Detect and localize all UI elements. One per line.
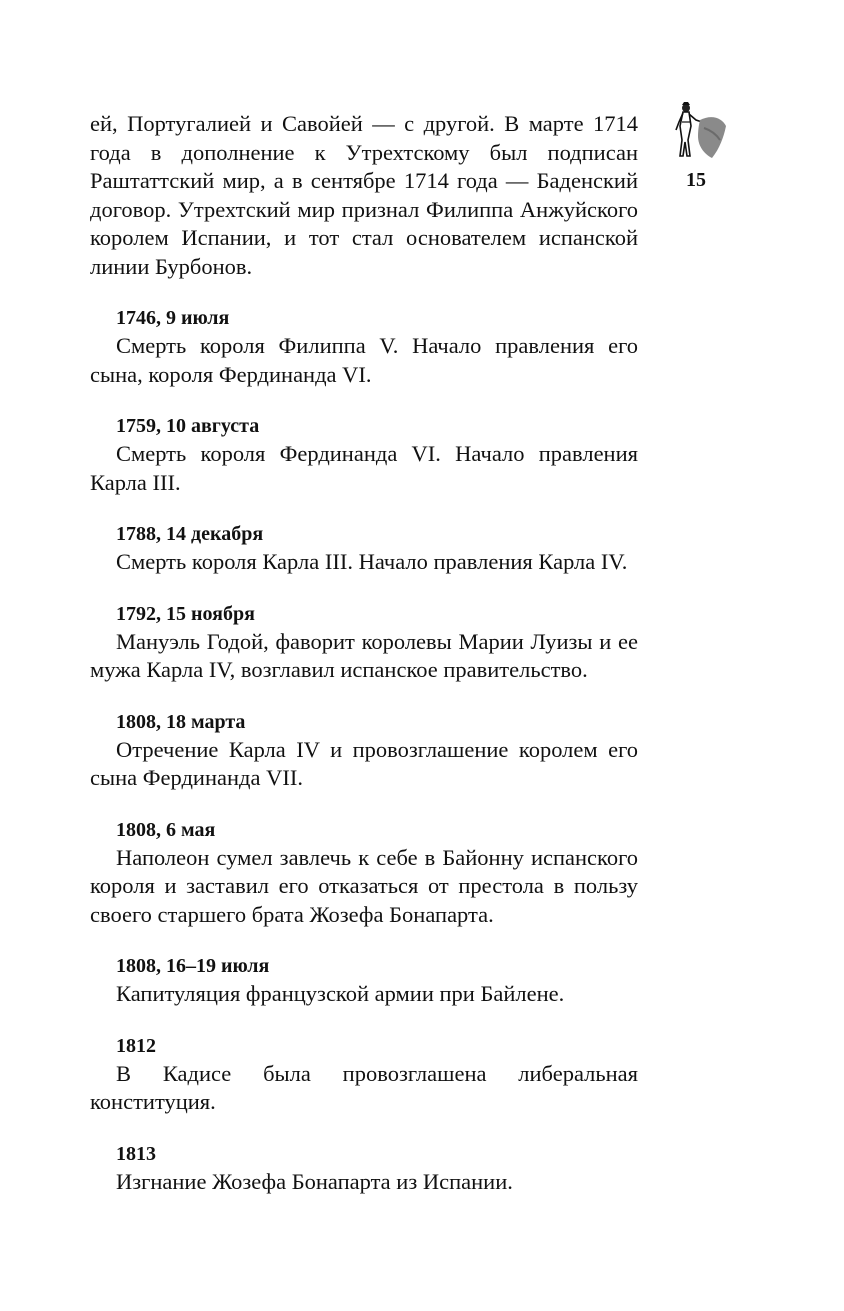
timeline-entry [90, 1032, 638, 1117]
timeline-entry [90, 520, 638, 577]
entry-text: Смерть короля Карла III. Начало правления Карла IV. [116, 549, 628, 574]
timeline-entry [90, 600, 638, 685]
entry-date: 1759, 10 августа [116, 415, 260, 437]
entry-text: Изгнание Жозефа Бонапарта из Испании. [116, 1168, 513, 1194]
entry-text: Наполеон сумел завлечь к себе в Байонну испанского короля и заставил его отказаться от престола в пользу своего старшего брата Жозефа Бонапарта. [90, 844, 638, 927]
entry-date: 1788, 14 декабря [116, 523, 264, 545]
entry-text: Смерть короля Фердинанда VI. Начало правления Карла III. [90, 441, 638, 495]
timeline-entry [90, 708, 638, 793]
matador-with-cape-icon [668, 100, 728, 166]
entry-date: 1808, 16–19 июля [116, 955, 270, 977]
entry-text: Отречение Карла IV и провозглашение королем его сына Фердинанда VII. [90, 736, 638, 790]
entry-date: 1792, 15 ноября [116, 602, 255, 625]
timeline-entry [90, 952, 638, 1009]
entry-date: 1746, 9 июля [116, 307, 230, 329]
page-body [90, 110, 638, 1196]
entry-text: Капитуляция французской армии при Байлене. [116, 981, 565, 1006]
page-number: 15 [686, 169, 706, 191]
entry-text: Мануэль Годой, фаворит королевы Марии Луизы и ее мужа Карла IV, возглавил испанское правительство. [90, 628, 638, 682]
entry-date: 1808, 6 мая [116, 818, 216, 841]
timeline-entry [90, 304, 638, 389]
timeline-entry [90, 412, 638, 497]
entry-date: 1813 [116, 1142, 156, 1165]
intro-paragraph: ей, Португалией и Савойей — с другой. В марте 1714 года в дополнение к Утрехтскому был подписан Раштаттский мир, а в сентябре 1714 года — Баденский договор. Утрехтский мир признал Филиппа Анжуйского королем Испании, и тот стал основателем испанской линии Бурбонов. [90, 111, 638, 279]
entry-date: 1812 [116, 1034, 156, 1057]
entry-text: В Кадисе была провозглашена либеральная конституция. [90, 1060, 638, 1114]
entry-date: 1808, 18 марта [116, 710, 246, 733]
timeline-entry [90, 816, 638, 930]
timeline-entry [90, 1140, 638, 1197]
entry-text: Смерть короля Филиппа V. Начало правления его сына, короля Фердинанда VI. [90, 333, 638, 387]
